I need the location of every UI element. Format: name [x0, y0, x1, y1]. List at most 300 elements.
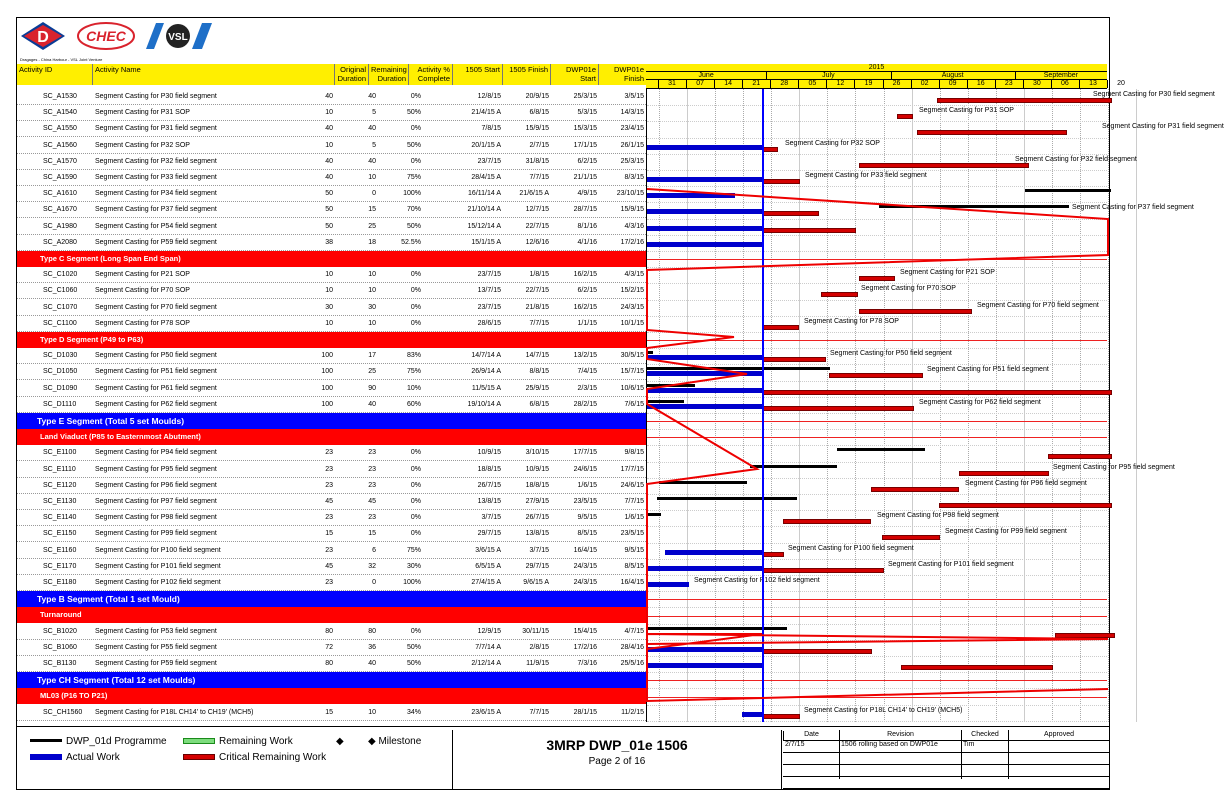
cell-rd: 25: [368, 222, 376, 230]
legend-critical: [219, 752, 326, 763]
cell-s: 7/8/15: [481, 125, 501, 133]
timeline-week: 09: [948, 80, 957, 87]
cell-ds: 6/2/15: [577, 157, 597, 165]
cell-df: 17/2/16: [620, 238, 644, 246]
timeline-week: 14: [724, 80, 733, 87]
cell-s: 13/7/15: [477, 287, 501, 295]
timeline-month-august: August: [941, 72, 964, 79]
cell-pct: 100%: [403, 190, 421, 198]
table-row[interactable]: [17, 138, 646, 154]
cell-df: 4/3/15: [624, 271, 644, 279]
cell-f: 30/11/15: [522, 627, 549, 635]
cell-od: 80: [325, 627, 333, 635]
cell-od: 50: [325, 222, 333, 230]
cell-id: SC_C1060: [43, 287, 78, 295]
cell-name: Segment Casting for P70 SOP: [95, 287, 190, 295]
cell-id: SC_B1130: [43, 660, 77, 667]
cell-df: 7/7/15: [624, 498, 644, 505]
legend-remaining-label: Remaining Work: [219, 736, 293, 747]
cell-rd: 15: [368, 530, 376, 538]
cell-f: 22/7/15: [525, 287, 549, 295]
cell-s: 21/10/14 A: [467, 206, 501, 214]
table-row[interactable]: [17, 462, 646, 478]
cell-df: 15/7/15: [620, 368, 644, 376]
timeline-weeks: [646, 80, 1125, 89]
title-block: [452, 730, 782, 790]
cell-rd: 5: [372, 141, 376, 149]
col-activity-pct[interactable]: Activity % Complete: [409, 64, 453, 85]
week-divider: [1079, 80, 1080, 88]
cell-ds: 24/3/15: [573, 562, 597, 570]
revision-header-revision: Revision: [839, 731, 961, 741]
cell-df: 9/5/15: [624, 546, 644, 554]
cell-name: Segment Casting for P70 field segment: [95, 303, 217, 311]
cell-id: SC_E1150: [43, 530, 77, 538]
cell-name: Segment Casting for P50 field segment: [95, 352, 217, 360]
cell-name: Segment Casting for P54 field segment: [95, 222, 217, 230]
gantt-bar-label: Segment Casting for P37 field segment: [1072, 204, 1194, 212]
revision-cell: Tim: [963, 741, 975, 748]
cell-f: 31/8/15: [525, 157, 549, 165]
gantt-bar-label: Segment Casting for P99 field segment: [945, 528, 1067, 536]
cell-rd: 90: [368, 384, 376, 392]
gantt-bar-label: Segment Casting for P31 SOP: [919, 107, 1014, 115]
table-row[interactable]: [17, 494, 646, 510]
cell-rd: 0: [372, 190, 376, 198]
cell-ds: 28/7/15: [573, 206, 597, 214]
cell-s: 23/6/15 A: [471, 708, 501, 716]
table-row[interactable]: [17, 170, 646, 186]
group-band-red[interactable]: Turnaround: [17, 607, 646, 623]
cell-df: 26/1/15: [620, 141, 644, 149]
cell-od: 38: [325, 238, 333, 246]
cell-df: 8/5/15: [624, 562, 644, 570]
cell-id: SC_E1130: [43, 498, 77, 505]
cell-rd: 40: [368, 660, 376, 667]
col-activity-name[interactable]: Activity Name: [93, 64, 335, 85]
table-row[interactable]: [17, 219, 646, 235]
cell-pct: 0%: [410, 157, 421, 165]
gantt-bar-label: Segment Casting for P78 SOP: [804, 317, 899, 325]
cell-pct: 83%: [406, 352, 421, 360]
cell-s: 27/4/15 A: [471, 579, 501, 586]
page-number: Page 2 of 16: [588, 756, 646, 767]
cell-s: 15/1/15 A: [471, 238, 501, 246]
cell-ds: 13/2/15: [573, 352, 597, 360]
cell-name: Segment Casting for P102 field segment: [95, 579, 221, 586]
cell-f: 7/7/15: [529, 174, 549, 181]
cell-od: 15: [325, 530, 333, 538]
cell-od: 23: [325, 481, 333, 489]
cell-pct: 50%: [406, 222, 421, 230]
cell-name: Segment Casting for P55 field segment: [95, 643, 217, 651]
cell-s: 6/5/15 A: [475, 562, 501, 570]
cell-od: 100: [321, 384, 333, 392]
gantt-bar-label: Segment Casting for P30 field segment: [1093, 91, 1215, 98]
cell-id: SC_E1180: [43, 579, 77, 586]
cell-f: 9/6/15 A: [523, 579, 549, 586]
table-row[interactable]: [17, 397, 646, 413]
gantt-bar-label: Segment Casting for P70 field segment: [977, 301, 1099, 309]
table-row[interactable]: [17, 705, 646, 721]
legend-programme: [66, 736, 167, 747]
cell-id: SC_A1550: [43, 125, 77, 133]
cell-ds: 2/3/15: [577, 384, 597, 392]
cell-name: Segment Casting for P96 field segment: [95, 481, 217, 489]
revision-table: [783, 730, 1109, 779]
cell-id: SC_E1160: [43, 546, 77, 554]
week-divider: [995, 80, 996, 88]
cell-rd: 10: [368, 319, 376, 327]
cell-rd: 30: [368, 303, 376, 311]
document-title: 3MRP DWP_01e 1506: [546, 737, 688, 753]
cell-f: 25/9/15: [525, 384, 549, 392]
cell-df: 4/7/15: [624, 627, 644, 635]
table-row[interactable]: [17, 267, 646, 283]
cell-ds: 16/2/15: [573, 303, 597, 311]
legend-milestone: ◆ Milestone: [368, 736, 422, 747]
cell-pct: 100%: [403, 579, 421, 586]
col-original-duration[interactable]: Original Duration: [335, 64, 369, 85]
legend-programme-swatch: [30, 739, 62, 742]
cell-name: Segment Casting for P61 field segment: [95, 384, 217, 392]
revision-col-line: [839, 730, 840, 779]
col-remaining-duration[interactable]: Remaining Duration: [369, 64, 409, 85]
timeline-week: 12: [836, 80, 845, 87]
cell-id: SC_A1610: [43, 190, 77, 198]
cell-ds: 21/1/15: [573, 174, 597, 181]
cell-pct: 0%: [410, 271, 421, 279]
cell-pct: 75%: [406, 368, 421, 376]
cell-df: 3/5/15: [624, 93, 644, 100]
cell-s: 26/7/15: [477, 481, 501, 489]
cell-df: 8/3/15: [624, 174, 644, 181]
week-divider: [854, 80, 855, 88]
cell-ds: 9/5/15: [577, 514, 597, 522]
revision-row-line: [783, 788, 1109, 789]
timeline-months: [646, 72, 1107, 80]
cell-f: 8/8/15: [529, 368, 549, 376]
cell-df: 16/4/15: [620, 579, 644, 586]
gantt-bar-label: Segment Casting for P100 field segment: [788, 544, 914, 552]
group-band-blue[interactable]: Type CH Segment (Total 12 set Moulds): [17, 672, 646, 688]
cell-name: Segment Casting for P100 field segment: [95, 546, 221, 554]
cell-name: Segment Casting for P97 field segment: [95, 498, 217, 505]
cell-id: SC_E1140: [43, 514, 77, 522]
timeline-month-june: June: [698, 72, 714, 79]
cell-f: 14/7/15: [525, 352, 549, 360]
cell-name: Segment Casting for P51 field segment: [95, 368, 217, 376]
cell-od: 10: [325, 287, 333, 295]
table-row[interactable]: [17, 89, 646, 105]
col-1505-start[interactable]: 1505 Start: [453, 64, 503, 85]
cell-df: 23/4/15: [620, 125, 644, 133]
cell-pct: 0%: [410, 627, 421, 635]
cell-name: Segment Casting for P59 field segment: [95, 238, 217, 246]
revision-row-line: [783, 740, 1109, 741]
cell-f: 2/7/15: [529, 141, 549, 149]
col-activity-id[interactable]: Activity ID: [17, 64, 93, 85]
cell-pct: 75%: [406, 546, 421, 554]
table-row[interactable]: [17, 624, 646, 640]
cell-s: 16/11/14 A: [468, 190, 501, 198]
cell-rd: 40: [368, 125, 376, 133]
cell-id: SC_D1050: [43, 368, 78, 376]
gantt-bar-label: Segment Casting for P95 field segment: [1053, 463, 1175, 471]
cell-od: 15: [325, 708, 333, 716]
cell-f: 21/6/15 A: [519, 190, 549, 198]
cell-f: 20/9/15: [525, 93, 549, 100]
gantt-bar-label: Segment Casting for P101 field segment: [888, 560, 1014, 568]
week-divider: [798, 80, 799, 88]
cell-od: 10: [325, 109, 333, 117]
table-row[interactable]: [17, 348, 646, 364]
week-divider: [1107, 80, 1108, 88]
table-row[interactable]: [17, 640, 646, 656]
timeline-week: 05: [808, 80, 817, 87]
week-divider: [1023, 80, 1024, 88]
revision-header-approved: Approved: [1008, 731, 1109, 741]
cell-df: 10/6/15: [620, 384, 644, 392]
cell-s: 7/7/14 A: [475, 643, 501, 651]
cell-rd: 25: [368, 368, 376, 376]
table-row[interactable]: [17, 381, 646, 397]
table-row[interactable]: [17, 526, 646, 542]
cell-df: 1/6/15: [624, 514, 644, 522]
group-band-blue[interactable]: Type B Segment (Total 1 set Mould): [17, 591, 646, 607]
timeline-month-september: September: [1043, 72, 1079, 79]
cell-name: Segment Casting for P62 field segment: [95, 400, 217, 408]
cell-df: 11/2/15: [621, 708, 644, 716]
cell-df: 28/4/16: [620, 643, 644, 651]
cell-ds: 4/9/15: [577, 190, 597, 198]
cell-pct: 0%: [410, 287, 421, 295]
revision-cell: 1506 rolling based on DWP01e: [841, 741, 938, 748]
cell-ds: 24/3/15: [573, 579, 597, 586]
legend-actual: [66, 752, 120, 763]
svg-text:D: D: [37, 29, 49, 46]
gantt-bar-label: Segment Casting for P102 field segment: [694, 577, 820, 584]
cell-f: 12/7/15: [525, 206, 549, 214]
cell-od: 10: [325, 319, 333, 327]
cell-od: 45: [325, 498, 333, 505]
table-row[interactable]: [17, 316, 646, 332]
timeline-week: 21: [752, 80, 761, 87]
cell-rd: 40: [368, 157, 376, 165]
table-row[interactable]: [17, 364, 646, 380]
table-row[interactable]: [17, 105, 646, 121]
cell-id: SC_A1980: [43, 222, 77, 230]
cell-id: SC_C1100: [43, 319, 77, 327]
cell-s: 3/6/15 A: [475, 546, 501, 554]
col-1505-finish[interactable]: 1505 Finish: [503, 64, 551, 85]
cell-rd: 10: [368, 287, 376, 295]
cell-pct: 50%: [406, 660, 421, 667]
cell-name: Segment Casting for P78 SOP: [95, 319, 190, 327]
cell-f: 7/7/15: [529, 708, 549, 716]
cell-rd: 10: [368, 708, 376, 716]
cell-name: Segment Casting for P34 field segment: [95, 190, 217, 198]
cell-pct: 0%: [410, 481, 421, 489]
table-row[interactable]: [17, 559, 646, 575]
cell-pct: 0%: [410, 465, 421, 473]
col-dwp-finish[interactable]: DWP01e Finish: [613, 65, 644, 83]
cell-s: 28/4/15 A: [471, 174, 501, 181]
table-row[interactable]: [17, 478, 646, 494]
cell-od: 50: [325, 206, 333, 214]
cell-pct: 0%: [410, 498, 421, 505]
gantt-chart: [646, 89, 1224, 722]
timeline-year-label: 2015: [868, 64, 885, 71]
cell-pct: 30%: [406, 562, 421, 570]
legend-actual-swatch: [30, 754, 62, 760]
cell-ds: 24/6/15: [573, 465, 597, 473]
group-band-red[interactable]: Land Viaduct (P85 to Easternmost Abutment): [17, 429, 646, 445]
cell-id: SC_A1670: [43, 206, 77, 214]
table-row[interactable]: [17, 186, 646, 202]
cell-df: 10/1/15: [620, 319, 644, 327]
cell-s: 21/4/15 A: [471, 109, 501, 117]
cell-pct: 0%: [410, 530, 421, 538]
group-band-red[interactable]: ML03 (P16 TO P21): [17, 688, 646, 704]
cell-rd: 80: [368, 627, 376, 635]
cell-rd: 23: [368, 449, 376, 457]
column-header: [17, 64, 646, 85]
cell-od: 50: [325, 190, 333, 198]
cell-pct: 75%: [406, 174, 421, 181]
cell-s: 20/1/15 A: [471, 141, 501, 149]
cell-f: 18/8/15: [525, 481, 549, 489]
cell-od: 100: [321, 352, 333, 360]
vsl-logo: [144, 21, 214, 51]
week-divider: [939, 80, 940, 88]
cell-pct: 0%: [410, 319, 421, 327]
revision-col-line: [1008, 730, 1009, 779]
group-band-red[interactable]: Type C Segment (Long Span End Span): [17, 251, 646, 267]
gantt-bar-label: Segment Casting for P18L CH14' to CH19' (MCH5): [804, 706, 963, 714]
gantt-bar-label: Segment Casting for P96 field segment: [965, 479, 1087, 487]
revision-cell: 2/7/15: [785, 741, 805, 748]
table-row[interactable]: [17, 543, 646, 559]
cell-ds: 4/1/16: [577, 238, 597, 246]
table-row[interactable]: [17, 575, 646, 591]
cell-df: 25/5/16: [620, 660, 644, 667]
gantt-bar-label: Segment Casting for P62 field segment: [919, 398, 1041, 406]
gantt-gridline: [1136, 89, 1137, 722]
cell-id: SC_C1020: [43, 271, 78, 279]
cell-rd: 23: [368, 481, 376, 489]
cell-s: 23/7/15: [477, 271, 501, 279]
progress-line: [647, 89, 1108, 722]
cell-name: Segment Casting for P101 field segment: [95, 562, 221, 570]
cell-rd: 15: [368, 206, 376, 214]
timeline-week: 26: [892, 80, 901, 87]
week-divider: [742, 80, 743, 88]
cell-od: 40: [325, 174, 333, 181]
cell-f: 11/9/15: [526, 660, 549, 667]
cell-ds: 5/3/15: [577, 109, 597, 117]
cell-ds: 16/2/15: [573, 271, 597, 279]
timeline-week: 19: [864, 80, 873, 87]
month-divider: [1015, 72, 1016, 79]
cell-id: SC_D1110: [43, 400, 77, 408]
timeline-week: 30: [1032, 80, 1041, 87]
cell-s: 15/12/14 A: [467, 222, 501, 230]
cell-s: 19/10/14 A: [467, 400, 501, 408]
cell-f: 29/7/15: [525, 562, 549, 570]
cell-ds: 25/3/15: [573, 93, 597, 100]
legend-milestone-icon: ◆: [336, 736, 344, 747]
cell-rd: 10: [368, 174, 376, 181]
table-row[interactable]: [17, 300, 646, 316]
gantt-bar-label: Segment Casting for P50 field segment: [830, 350, 952, 358]
cell-pct: 50%: [406, 141, 421, 149]
group-band-red[interactable]: Type D Segment (P49 to P63): [17, 332, 646, 348]
svg-text:CHEC: CHEC: [86, 28, 126, 44]
cell-od: 23: [325, 514, 333, 522]
cell-rd: 32: [368, 562, 376, 570]
gantt-bar-label: Segment Casting for P98 field segment: [877, 512, 999, 520]
cell-f: 6/8/15: [529, 400, 549, 408]
cell-ds: 1/1/15: [577, 319, 597, 327]
cell-od: 40: [325, 157, 333, 165]
table-row[interactable]: [17, 154, 646, 170]
week-divider: [714, 80, 715, 88]
cell-name: Segment Casting for P98 field segment: [95, 514, 217, 522]
cell-s: 12/9/15: [477, 627, 501, 635]
table-row[interactable]: [17, 235, 646, 251]
week-divider: [826, 80, 827, 88]
cell-rd: 0: [372, 579, 376, 586]
table-row[interactable]: [17, 656, 646, 672]
cell-df: 23/5/15: [620, 530, 644, 538]
cell-s: 23/7/15: [477, 157, 501, 165]
timeline-week: 20: [1117, 80, 1125, 87]
table-row[interactable]: [17, 445, 646, 461]
cell-od: 40: [325, 125, 333, 133]
legend-remaining: [219, 736, 293, 747]
cell-s: 12/8/15: [477, 93, 501, 100]
cell-df: 23/10/15: [616, 190, 644, 198]
table-row[interactable]: [17, 202, 646, 218]
cell-rd: 10: [368, 271, 376, 279]
table-row[interactable]: [17, 121, 646, 137]
cell-od: 100: [321, 368, 333, 376]
cell-f: 6/8/15: [529, 109, 549, 117]
col-dwp-start[interactable]: DWP01e Start: [551, 64, 599, 85]
dragages-logo: [20, 21, 66, 51]
cell-name: Segment Casting for P21 SOP: [95, 271, 190, 279]
cell-s: 23/7/15: [477, 303, 501, 311]
group-band-blue[interactable]: Type E Segment (Total 5 set Moulds): [17, 413, 646, 429]
cell-s: 18/8/15: [477, 465, 501, 473]
cell-df: 14/3/15: [620, 109, 644, 117]
cell-ds: 6/2/15: [577, 287, 597, 295]
cell-name: Segment Casting for P94 field segment: [95, 449, 217, 457]
cell-f: 26/7/15: [525, 514, 549, 522]
table-row[interactable]: [17, 283, 646, 299]
cell-pct: 0%: [410, 514, 421, 522]
legend-actual-label: Actual Work: [66, 752, 120, 763]
cell-f: 15/9/15: [525, 125, 549, 133]
month-divider: [891, 72, 892, 79]
timeline-week: 06: [1061, 80, 1069, 87]
cell-df: 4/3/16: [624, 222, 644, 230]
table-row[interactable]: [17, 510, 646, 526]
week-divider: [967, 80, 968, 88]
cell-f: 21/8/15: [525, 303, 549, 311]
cell-id: SC_B1020: [43, 627, 77, 635]
